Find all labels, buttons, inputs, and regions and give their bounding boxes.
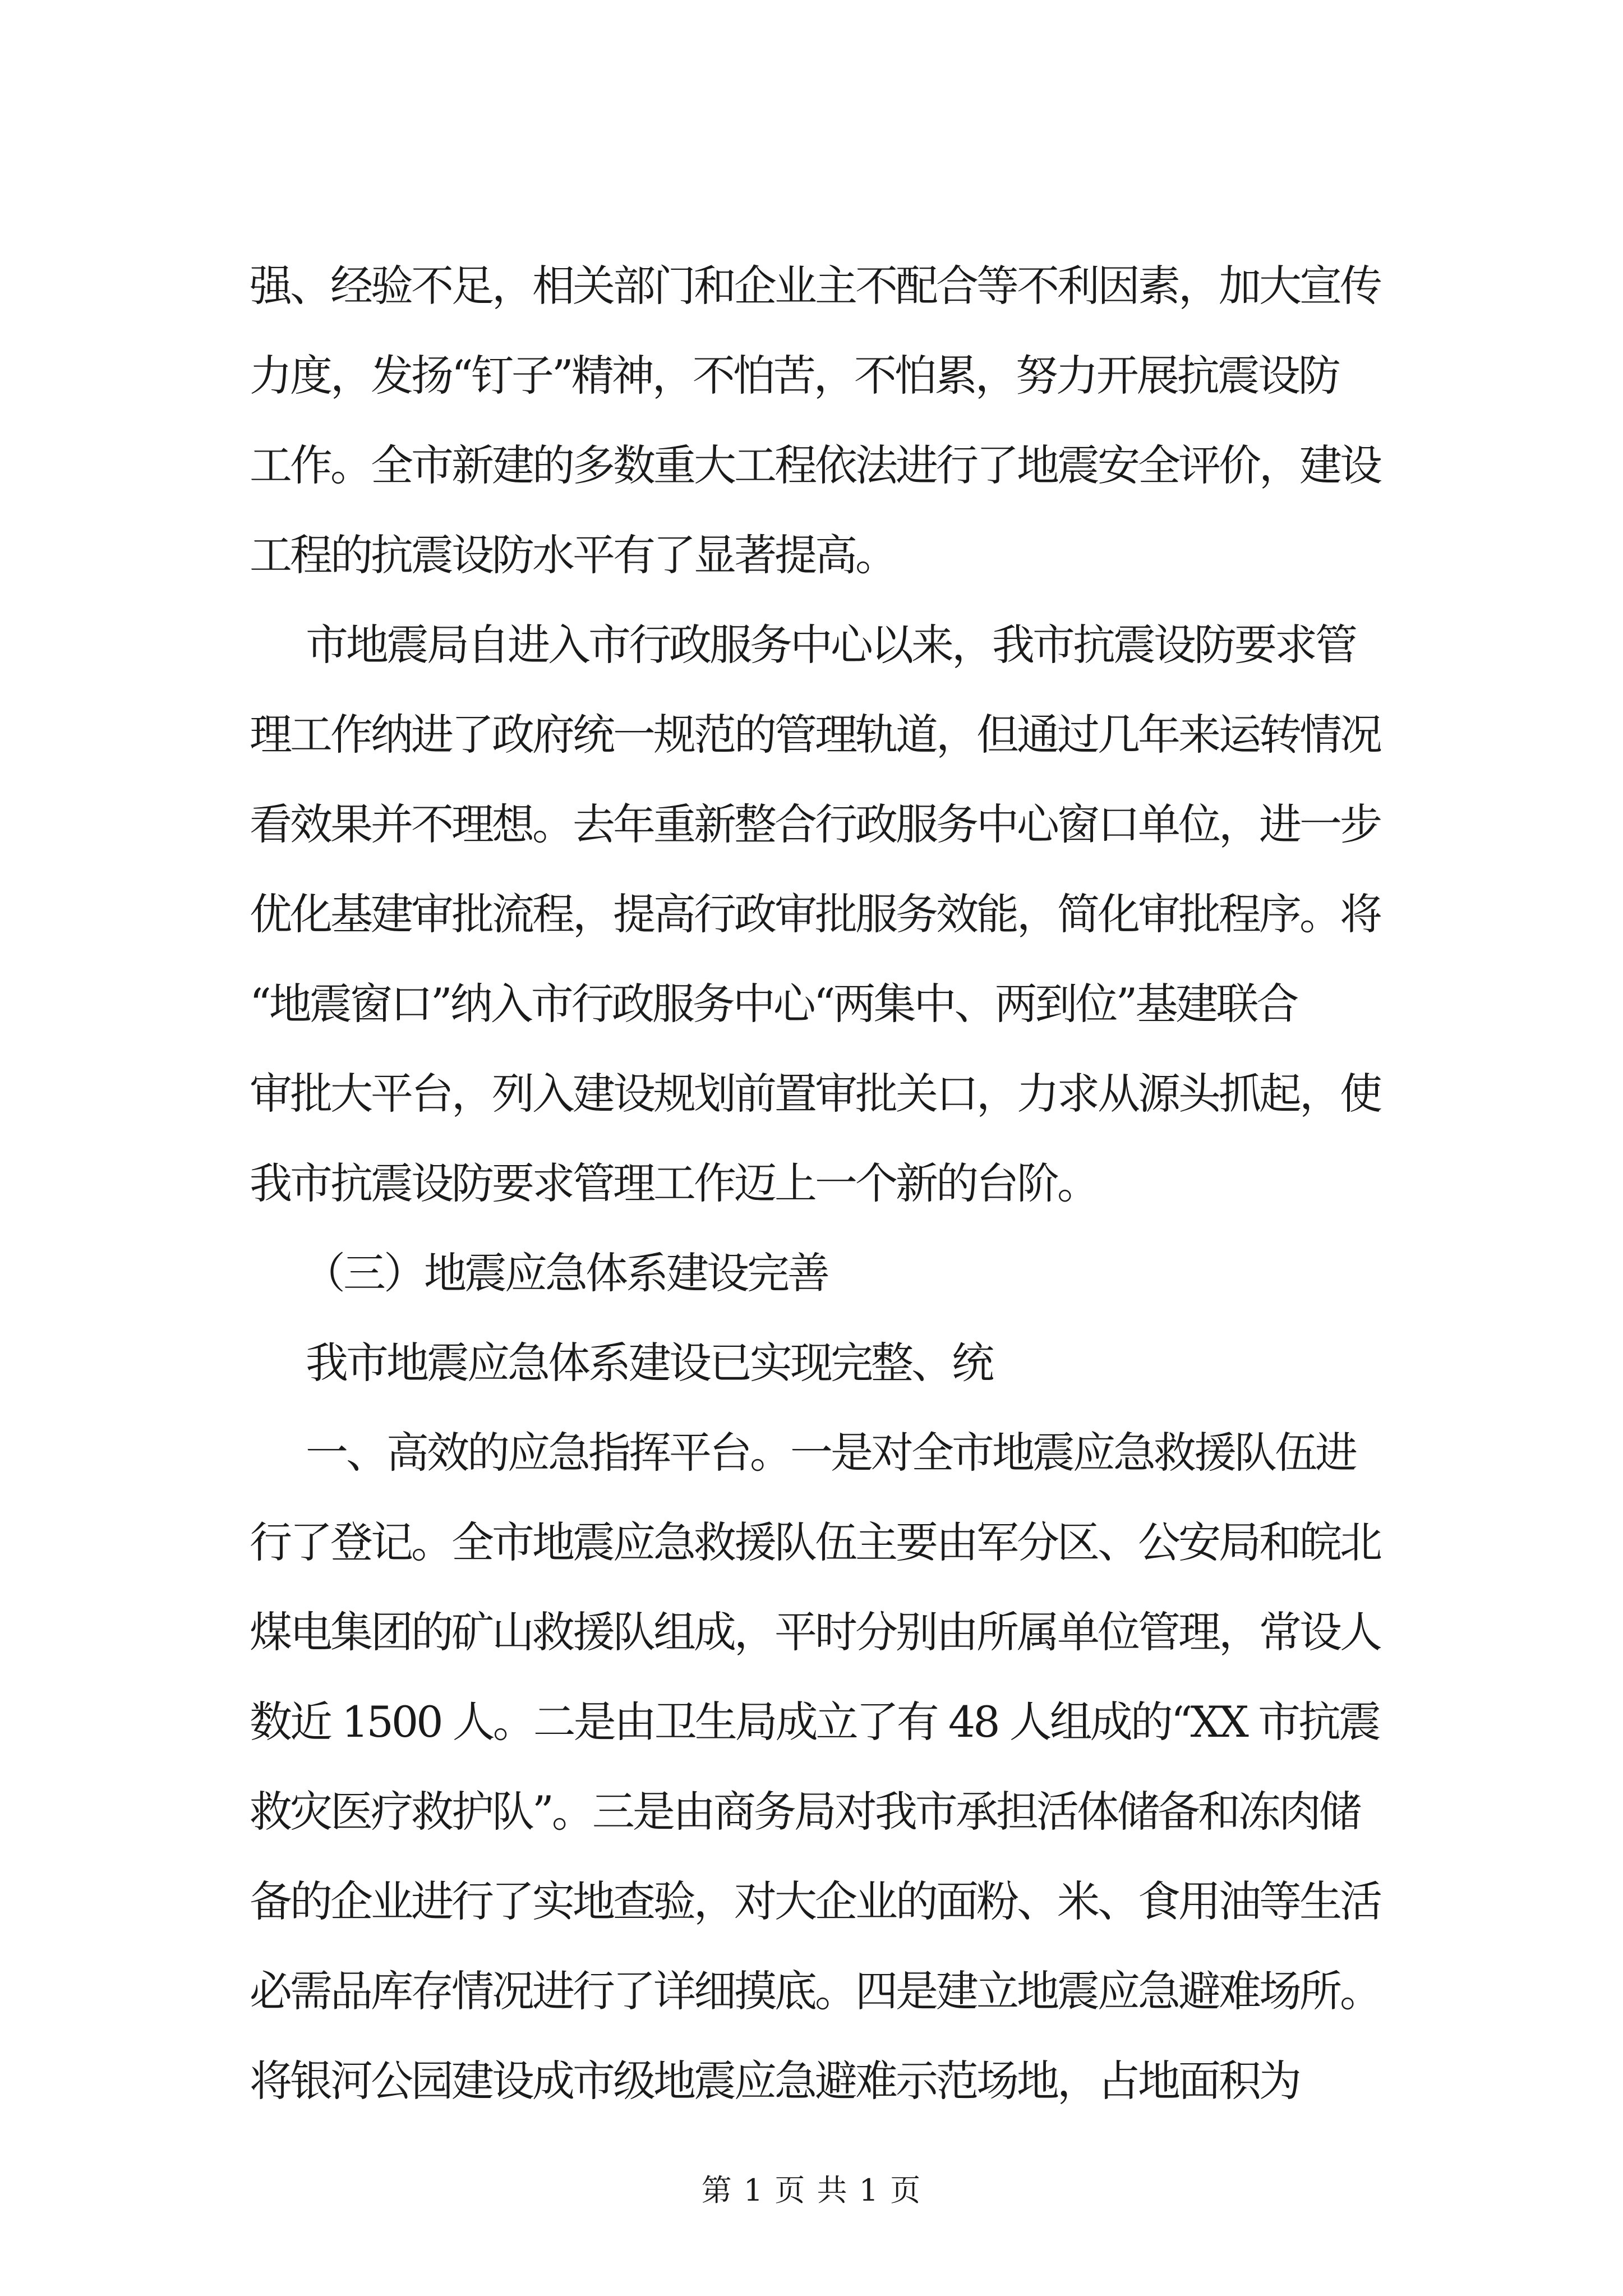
text-line: 理工作纳进了政府统一规范的管理轨道，但通过几年来运转情况 bbox=[250, 710, 1380, 760]
text-line: 我市抗震设防要求管理工作迈上一个新的台阶。 bbox=[250, 1158, 1098, 1208]
text-line: 工程的抗震设防水平有了显著提高。 bbox=[250, 530, 896, 580]
text-line: 行了登记。全市地震应急救援队伍主要由军分区、公安局和皖北 bbox=[250, 1517, 1380, 1567]
text-line: 优化基建审批流程，提高行政审批服务效能，简化审批程序。将 bbox=[250, 889, 1380, 939]
paragraph-first-line: 市地震局自进入市行政服务中心以来，我市抗震设防要求管 bbox=[306, 620, 1355, 670]
paragraph-first-line: 我市地震应急体系建设已实现完整、统 bbox=[306, 1338, 992, 1388]
text-line: 强、经验不足，相关部门和企业主不配合等不利因素，加大宣传 bbox=[250, 261, 1380, 311]
paragraph-first-line: 一、高效的应急指挥平台。一是对全市地震应急救援队伍进 bbox=[306, 1428, 1355, 1478]
text-line: 数近 1500 人。二是由卫生局成立了有 48 人组成的“XX 市抗震 bbox=[250, 1697, 1379, 1747]
text-line: 备的企业进行了实地查验，对大企业的面粉、米、食用油等生活 bbox=[250, 1876, 1380, 1926]
text-line: 看效果并不理想。去年重新整合行政服务中心窗口单位，进一步 bbox=[250, 799, 1380, 849]
text-line: 煤电集团的矿山救援队组成，平时分别由所属单位管理，常设人 bbox=[250, 1607, 1380, 1657]
text-line: 必需品库存情况进行了详细摸底。四是建立地震应急避难场所。 bbox=[250, 1966, 1380, 2016]
text-line: 审批大平台，列入建设规划前置审批关口，力求从源头抓起，使 bbox=[250, 1069, 1380, 1119]
text-line: 力度，发扬“钉子”精神，不怕苦，不怕累，努力开展抗震设防 bbox=[250, 351, 1339, 401]
text-line: “地震窗口”纳入市行政服务中心“两集中、两到位”基建联合 bbox=[250, 979, 1297, 1029]
page-footer: 第 1 页 共 1 页 bbox=[701, 2173, 922, 2208]
text-line: 将银河公园建设成市级地震应急避难示范场地，占地面积为 bbox=[250, 2056, 1299, 2106]
text-line: 救灾医疗救护队”。三是由商务局对我市承担活体储备和冻肉储 bbox=[250, 1787, 1359, 1837]
text-line: 工作。全市新建的多数重大工程依法进行了地震安全评价，建设 bbox=[250, 440, 1380, 490]
section-heading: （三）地震应急体系建设完善 bbox=[303, 1248, 828, 1298]
